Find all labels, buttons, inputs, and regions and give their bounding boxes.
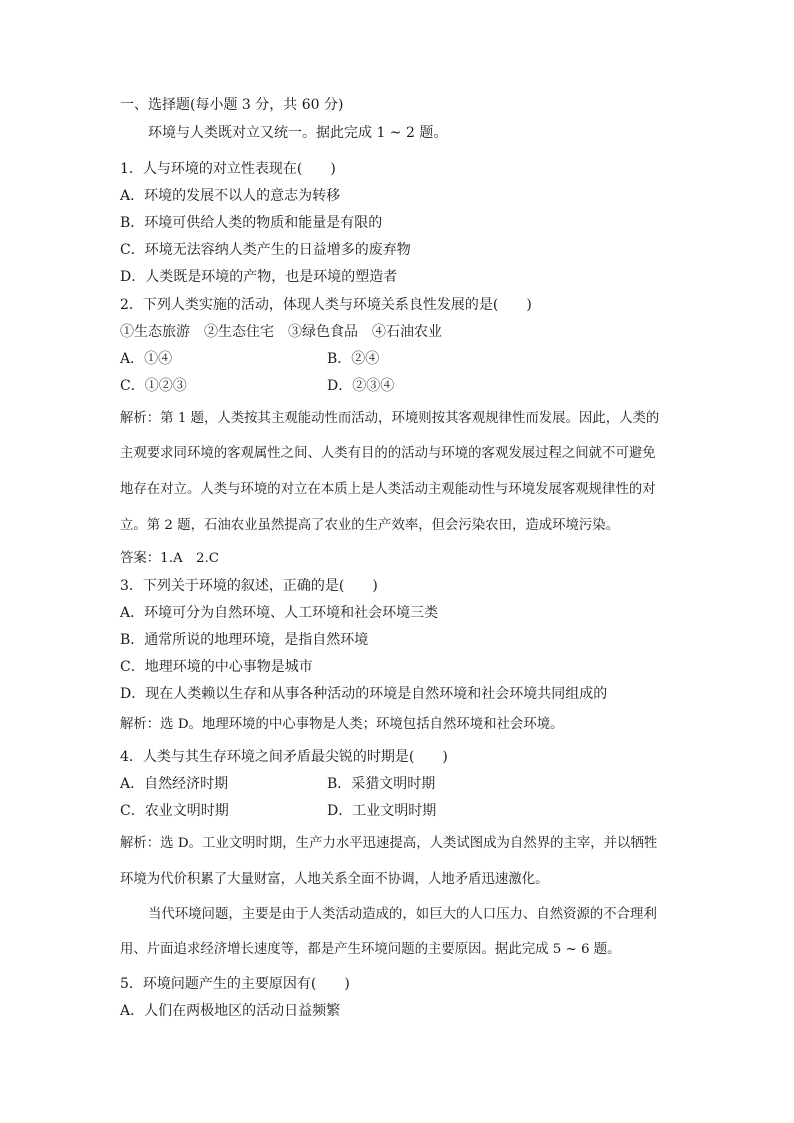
- option-d: D．工业文明时期: [327, 803, 437, 819]
- option-a: A．自然经济时期: [120, 776, 229, 792]
- option-d: D．现在人类赖以生存和从事各种活动的环境是自然环境和社会环境共同组成的: [120, 686, 608, 702]
- option-b: B．采猎文明时期: [327, 776, 436, 792]
- section-title: 一、选择题(每小题 3 分，共 60 分): [120, 97, 344, 113]
- intro-text: 当代环境问题，主要是由于人类活动造成的，如巨大的人口压力、自然资源的不合理利: [148, 907, 657, 922]
- option-d: D．人类既是环境的产物，也是环境的塑造者: [120, 269, 398, 285]
- answer-line: 答案：1.A 2.C: [120, 551, 220, 566]
- analysis-line: 解析：选 D。工业文明时期，生产力水平迅速提高，人类试图成为自然界的主宰，并以牺牲: [120, 836, 658, 851]
- analysis-line: 地存在对立。人类与环境的对立在本质上是人类活动主观能动性与环境发展客观规律性的对: [120, 482, 656, 497]
- analysis-line: 环境为代价积累了大量财富，人地关系全面不协调，人地矛盾迅速激化。: [120, 872, 549, 887]
- option-b: B．②④: [327, 351, 380, 367]
- option-c: C．地理环境的中心事物是城市: [120, 659, 313, 675]
- option-a: A．人们在两极地区的活动日益频繁: [120, 1003, 341, 1019]
- question-stem: 2．下列人类实施的活动，体现人类与环境关系良性发展的是( ): [120, 297, 532, 313]
- question-stem: 1．人与环境的对立性表现在( ): [120, 161, 336, 177]
- option-c: C．①②③: [120, 378, 187, 394]
- intro-text: 用、片面追求经济增长速度等，都是产生环境问题的主要原因。据此完成 5 ~ 6 题。: [120, 942, 621, 957]
- option-c: C．农业文明时期: [120, 803, 229, 819]
- question-stem: 3．下列关于环境的叙述，正确的是( ): [120, 578, 378, 594]
- option-c: C．环境无法容纳人类产生的日益增多的废弃物: [120, 242, 411, 258]
- analysis-line: 解析：选 D。地理环境的中心事物是人类；环境包括自然环境和社会环境。: [120, 717, 564, 732]
- question-stem: 4．人类与其生存环境之间矛盾最尖锐的时期是( ): [120, 749, 448, 765]
- question-stem: 5．环境问题产生的主要原因有( ): [120, 976, 350, 992]
- option-b: B．通常所说的地理环境，是指自然环境: [120, 632, 369, 648]
- option-d: D．②③④: [327, 378, 395, 394]
- analysis-line: 主观要求同环境的客观属性之间、人类有目的的活动与环境的客观发展过程之间就不可避免: [120, 446, 656, 461]
- intro-text: 环境与人类既对立又统一。据此完成 1 ~ 2 题。: [148, 125, 448, 141]
- option-a: A．①④: [120, 351, 173, 367]
- analysis-line: 解析：第 1 题，人类按其主观能动性而活动，环境则按其客观规律性而发展。因此，人类的: [120, 411, 660, 426]
- option-b: B．环境可供给人类的物质和能量是有限的: [120, 215, 383, 231]
- analysis-line: 立。第 2 题，石油农业虽然提高了农业的生产效率，但会污染农田，造成环境污染。: [120, 518, 620, 533]
- question-items: ①生态旅游 ②生态住宅 ③绿色食品 ④石油农业: [120, 324, 442, 340]
- option-a: A．环境可分为自然环境、人工环境和社会环境三类: [120, 605, 439, 621]
- option-a: A．环境的发展不以人的意志为转移: [120, 188, 341, 204]
